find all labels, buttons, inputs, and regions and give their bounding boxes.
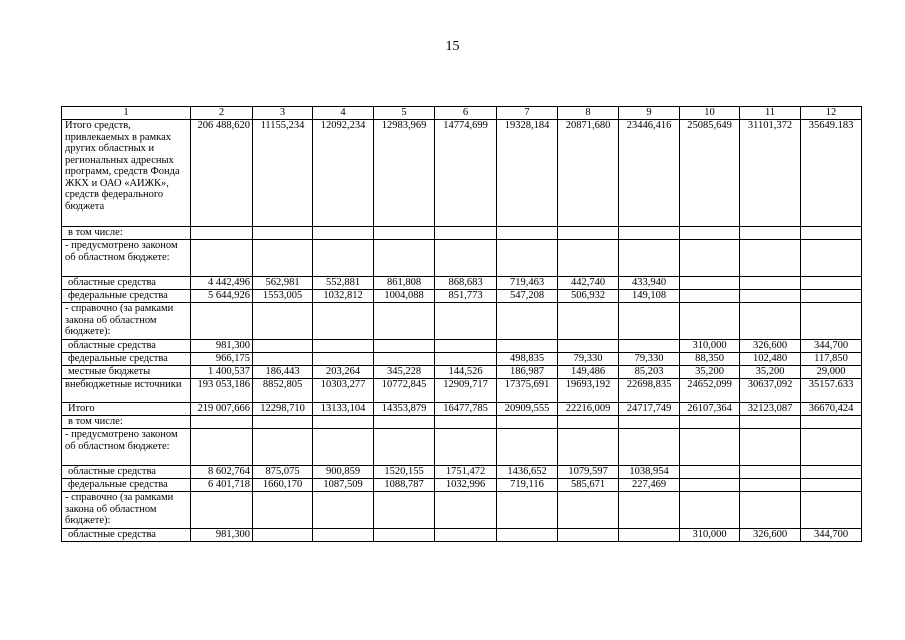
value-cell: 14774,699 — [435, 120, 497, 227]
value-cell: 31101,372 — [740, 120, 801, 227]
value-cell: 32123,087 — [740, 403, 801, 416]
value-cell — [435, 353, 497, 366]
value-cell: 1660,170 — [253, 479, 313, 492]
table-row — [62, 379, 862, 403]
value-cell: 35157.633 — [801, 379, 862, 403]
value-cell — [801, 277, 862, 290]
value-cell — [253, 240, 313, 277]
value-cell — [374, 416, 435, 429]
value-cell — [801, 240, 862, 277]
value-cell: 1520,155 — [374, 466, 435, 479]
value-cell — [374, 529, 435, 542]
value-cell: 1032,996 — [435, 479, 497, 492]
row-label: Итого — [62, 403, 191, 416]
value-cell — [191, 429, 253, 466]
value-cell — [740, 277, 801, 290]
value-cell — [497, 429, 558, 466]
value-cell: 186,987 — [497, 366, 558, 379]
column-number: 2 — [191, 107, 253, 120]
value-cell: 30637,092 — [740, 379, 801, 403]
value-cell — [497, 303, 558, 340]
value-cell — [801, 492, 862, 529]
value-cell: 23446,416 — [619, 120, 680, 227]
value-cell: 117,850 — [801, 353, 862, 366]
row-label: федеральные средства — [62, 290, 191, 303]
value-cell: 868,683 — [435, 277, 497, 290]
value-cell — [374, 492, 435, 529]
value-cell — [253, 227, 313, 240]
value-cell: 79,330 — [558, 353, 619, 366]
value-cell: 5 644,926 — [191, 290, 253, 303]
value-cell — [740, 429, 801, 466]
value-cell: 19328,184 — [497, 120, 558, 227]
row-label: местные бюджеты — [62, 366, 191, 379]
value-cell: 22698,835 — [619, 379, 680, 403]
value-cell: 79,330 — [619, 353, 680, 366]
value-cell — [191, 303, 253, 340]
value-cell: 1553,005 — [253, 290, 313, 303]
table-row — [62, 403, 862, 416]
value-cell: 498,835 — [497, 353, 558, 366]
value-cell: 8852,805 — [253, 379, 313, 403]
value-cell: 585,671 — [558, 479, 619, 492]
value-cell — [497, 529, 558, 542]
value-cell: 24652,099 — [680, 379, 740, 403]
value-cell: 25085,649 — [680, 120, 740, 227]
value-cell — [680, 479, 740, 492]
value-cell: 88,350 — [680, 353, 740, 366]
value-cell: 719,463 — [497, 277, 558, 290]
row-label: - предусмотрено законом об областном бюджете: — [62, 240, 191, 277]
value-cell: 22216,009 — [558, 403, 619, 416]
value-cell — [313, 492, 374, 529]
column-number: 9 — [619, 107, 680, 120]
value-cell — [374, 429, 435, 466]
value-cell: 562,981 — [253, 277, 313, 290]
value-cell — [497, 416, 558, 429]
value-cell — [801, 479, 862, 492]
value-cell — [801, 466, 862, 479]
value-cell: 433,940 — [619, 277, 680, 290]
table-row — [62, 227, 862, 240]
value-cell: 345,228 — [374, 366, 435, 379]
value-cell — [558, 227, 619, 240]
row-label: областные средства — [62, 466, 191, 479]
value-cell: 20909,555 — [497, 403, 558, 416]
table-row — [62, 290, 862, 303]
value-cell: 24717,749 — [619, 403, 680, 416]
column-number: 12 — [801, 107, 862, 120]
value-cell: 506,932 — [558, 290, 619, 303]
value-cell — [619, 529, 680, 542]
value-cell — [191, 240, 253, 277]
row-label: федеральные средства — [62, 353, 191, 366]
column-number: 4 — [313, 107, 374, 120]
table-row — [62, 429, 862, 466]
value-cell — [801, 416, 862, 429]
value-cell — [253, 340, 313, 353]
value-cell: 1088,787 — [374, 479, 435, 492]
value-cell — [497, 227, 558, 240]
value-cell: 12092,234 — [313, 120, 374, 227]
value-cell: 10772,845 — [374, 379, 435, 403]
value-cell — [435, 303, 497, 340]
column-number: 10 — [680, 107, 740, 120]
value-cell: 966,175 — [191, 353, 253, 366]
value-cell — [253, 429, 313, 466]
value-cell — [619, 416, 680, 429]
value-cell: 26107,364 — [680, 403, 740, 416]
page-number: 15 — [445, 39, 460, 54]
value-cell: 4 442,496 — [191, 277, 253, 290]
value-cell: 1087,509 — [313, 479, 374, 492]
table-row — [62, 529, 862, 542]
value-cell: 1 400,537 — [191, 366, 253, 379]
value-cell: 29,000 — [801, 366, 862, 379]
value-cell: 19693,192 — [558, 379, 619, 403]
value-cell: 12909,717 — [435, 379, 497, 403]
value-cell: 35,200 — [680, 366, 740, 379]
value-cell — [374, 227, 435, 240]
value-cell — [191, 416, 253, 429]
value-cell — [558, 529, 619, 542]
value-cell — [253, 416, 313, 429]
table-row — [62, 492, 862, 529]
value-cell — [374, 303, 435, 340]
value-cell — [740, 492, 801, 529]
column-number: 3 — [253, 107, 313, 120]
value-cell — [680, 240, 740, 277]
value-cell — [680, 303, 740, 340]
value-cell — [313, 240, 374, 277]
value-cell: 8 602,764 — [191, 466, 253, 479]
row-label: Итого средств, привлекаемых в рамках других областных и региональных адресных программ, средств Фонда ЖКХ и ОАО «АИЖК», средств федерального бюджета — [62, 120, 191, 227]
value-cell: 35,200 — [740, 366, 801, 379]
value-cell: 85,203 — [619, 366, 680, 379]
value-cell — [374, 240, 435, 277]
value-cell: 11155,234 — [253, 120, 313, 227]
value-cell: 326,600 — [740, 340, 801, 353]
column-number: 11 — [740, 107, 801, 120]
value-cell — [191, 227, 253, 240]
value-cell: 144,526 — [435, 366, 497, 379]
table-row — [62, 277, 862, 290]
value-cell: 219 007,666 — [191, 403, 253, 416]
value-cell — [558, 303, 619, 340]
value-cell — [619, 340, 680, 353]
value-cell — [313, 529, 374, 542]
value-cell — [619, 492, 680, 529]
table-row — [62, 366, 862, 379]
value-cell — [801, 290, 862, 303]
row-label: в том числе: — [62, 416, 191, 429]
row-label: - предусмотрено законом об областном бюджете: — [62, 429, 191, 466]
value-cell: 900,859 — [313, 466, 374, 479]
value-cell — [497, 340, 558, 353]
value-cell — [497, 240, 558, 277]
table-row — [62, 120, 862, 227]
value-cell: 1436,652 — [497, 466, 558, 479]
value-cell: 227,469 — [619, 479, 680, 492]
value-cell: 12983,969 — [374, 120, 435, 227]
value-cell — [680, 466, 740, 479]
row-label: внебюджетные источники — [62, 379, 191, 403]
value-cell — [435, 429, 497, 466]
table-row — [62, 240, 862, 277]
value-cell — [374, 353, 435, 366]
value-cell — [619, 303, 680, 340]
value-cell: 326,600 — [740, 529, 801, 542]
value-cell — [680, 227, 740, 240]
value-cell — [680, 429, 740, 466]
value-cell — [558, 340, 619, 353]
value-cell: 344,700 — [801, 529, 862, 542]
value-cell — [558, 416, 619, 429]
value-cell — [740, 466, 801, 479]
row-label: в том числе: — [62, 227, 191, 240]
value-cell — [740, 479, 801, 492]
value-cell: 35649.183 — [801, 120, 862, 227]
row-label: областные средства — [62, 277, 191, 290]
value-cell — [619, 429, 680, 466]
value-cell — [253, 492, 313, 529]
column-number: 8 — [558, 107, 619, 120]
value-cell — [558, 429, 619, 466]
funding-table — [61, 106, 862, 542]
value-cell — [313, 303, 374, 340]
table-row — [62, 466, 862, 479]
value-cell — [740, 240, 801, 277]
value-cell: 310,000 — [680, 340, 740, 353]
value-cell — [435, 416, 497, 429]
table-row — [62, 479, 862, 492]
value-cell: 1004,088 — [374, 290, 435, 303]
row-label: - справочно (за рамками закона об областном бюджете): — [62, 492, 191, 529]
value-cell — [435, 240, 497, 277]
value-cell — [435, 227, 497, 240]
value-cell: 10303,277 — [313, 379, 374, 403]
value-cell — [740, 290, 801, 303]
value-cell: 206 488,620 — [191, 120, 253, 227]
value-cell — [740, 303, 801, 340]
value-cell: 851,773 — [435, 290, 497, 303]
row-label: федеральные средства — [62, 479, 191, 492]
value-cell: 547,208 — [497, 290, 558, 303]
column-number: 6 — [435, 107, 497, 120]
value-cell — [374, 340, 435, 353]
value-cell — [558, 240, 619, 277]
value-cell: 17375,691 — [497, 379, 558, 403]
table-row — [62, 353, 862, 366]
value-cell — [435, 529, 497, 542]
value-cell — [740, 227, 801, 240]
value-cell: 344,700 — [801, 340, 862, 353]
table-row — [62, 340, 862, 353]
value-cell: 203,264 — [313, 366, 374, 379]
value-cell — [619, 240, 680, 277]
value-cell — [497, 492, 558, 529]
row-label: областные средства — [62, 340, 191, 353]
value-cell — [435, 492, 497, 529]
value-cell — [253, 529, 313, 542]
column-number: 1 — [62, 107, 191, 120]
value-cell — [801, 429, 862, 466]
value-cell: 1038,954 — [619, 466, 680, 479]
value-cell — [680, 290, 740, 303]
value-cell: 12298,710 — [253, 403, 313, 416]
value-cell — [680, 416, 740, 429]
header-row — [62, 107, 862, 120]
value-cell: 14353,879 — [374, 403, 435, 416]
table-row — [62, 303, 862, 340]
value-cell — [253, 353, 313, 366]
value-cell — [435, 340, 497, 353]
value-cell: 193 053,186 — [191, 379, 253, 403]
value-cell: 875,075 — [253, 466, 313, 479]
value-cell: 981,300 — [191, 340, 253, 353]
value-cell: 20871,680 — [558, 120, 619, 227]
value-cell: 719,116 — [497, 479, 558, 492]
value-cell: 1079,597 — [558, 466, 619, 479]
value-cell: 186,443 — [253, 366, 313, 379]
value-cell — [801, 227, 862, 240]
row-label: - справочно (за рамками закона об областном бюджете): — [62, 303, 191, 340]
value-cell — [558, 492, 619, 529]
value-cell — [313, 429, 374, 466]
value-cell: 552,881 — [313, 277, 374, 290]
value-cell: 861,808 — [374, 277, 435, 290]
value-cell: 1751,472 — [435, 466, 497, 479]
value-cell — [619, 227, 680, 240]
value-cell — [680, 277, 740, 290]
value-cell — [740, 416, 801, 429]
value-cell: 13133,104 — [313, 403, 374, 416]
value-cell — [801, 303, 862, 340]
value-cell: 36670,424 — [801, 403, 862, 416]
value-cell: 442,740 — [558, 277, 619, 290]
table-row — [62, 416, 862, 429]
value-cell — [313, 416, 374, 429]
value-cell — [313, 353, 374, 366]
value-cell: 1032,812 — [313, 290, 374, 303]
value-cell: 149,486 — [558, 366, 619, 379]
value-cell — [253, 303, 313, 340]
value-cell: 6 401,718 — [191, 479, 253, 492]
value-cell: 310,000 — [680, 529, 740, 542]
value-cell — [313, 340, 374, 353]
value-cell — [680, 492, 740, 529]
value-cell — [191, 492, 253, 529]
value-cell — [313, 227, 374, 240]
row-label: областные средства — [62, 529, 191, 542]
column-number: 7 — [497, 107, 558, 120]
column-number: 5 — [374, 107, 435, 120]
value-cell: 16477,785 — [435, 403, 497, 416]
value-cell: 102,480 — [740, 353, 801, 366]
value-cell: 981,300 — [191, 529, 253, 542]
value-cell: 149,108 — [619, 290, 680, 303]
